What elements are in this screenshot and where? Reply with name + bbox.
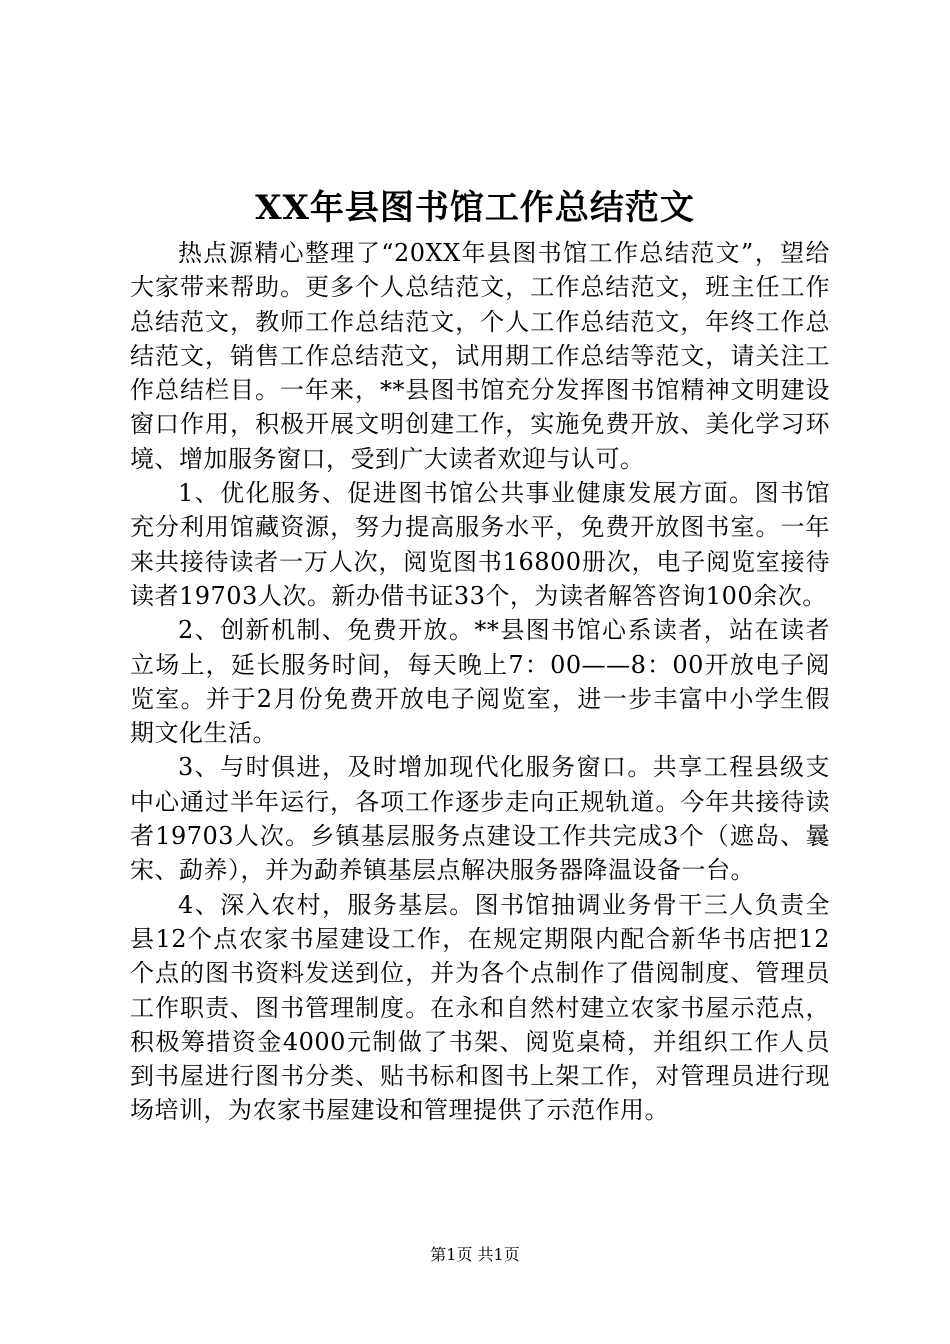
document-title: XX年县图书馆工作总结范文 [255,188,695,228]
document-body [130,236,830,1128]
paragraph-item-2: 2、创新机制、免费开放。**县图书馆心系读者，站在读者立场上，延长服务时间，每天晚上7：00——8：00开放电子阅览室。并于2月份免费开放电子阅览室，进一步丰富中小学生假期文化生活。 [130,616,830,748]
paragraph-intro: 热点源精心整理了“20XX年县图书馆工作总结范文”，望给大家带来帮助。更多个人总结范文，工作总结范文，班主任工作总结范文，教师工作总结范文，个人工作总结范文，年终工作总结范文，销售工作总结范文，试用期工作总结等范文，请关注工作总结栏目。一年来，**县图书馆充分发挥图书馆精神文明建设窗口作用，积极开展文明创建工作，实施免费开放、美化学习环境、增加服务窗口，受到广大读者欢迎与认可。 [130,239,830,473]
paragraph-item-3: 3、与时俱进，及时增加现代化服务窗口。共享工程县级支中心通过半年运行，各项工作逐步走向正规轨道。今年共接待读者19703人次。乡镇基层服务点建设工作共完成3个（遮岛、曩宋、勐养），并为勐养镇基层点解决服务器降温设备一台。 [130,753,830,885]
page-number-footer: 第1页 共1页 [430,1245,520,1264]
paragraph-item-1: 1、优化服务、促进图书馆公共事业健康发展方面。图书馆充分利用馆藏资源，努力提高服务水平，免费开放图书室。一年来共接待读者一万人次，阅览图书16800册次，电子阅览室接待读者19703人次。新办借书证33个，为读者解答咨询100余次。 [130,479,830,610]
paragraph-item-4: 4、深入农村，服务基层。图书馆抽调业务骨干三人负责全县12个点农家书屋建设工作，在规定期限内配合新华书店把12个点的图书资料发送到位，并为各个点制作了借阅制度、管理员工作职责、图书管理制度。在永和自然村建立农家书屋示范点，积极筹措资金4000元制做了书架、阅览桌椅，并组织工作人员到书屋进行图书分类、贴书标和图书上架工作，对管理员进行现场培训，为农家书屋建设和管理提供了示范作用。 [130,890,830,1125]
